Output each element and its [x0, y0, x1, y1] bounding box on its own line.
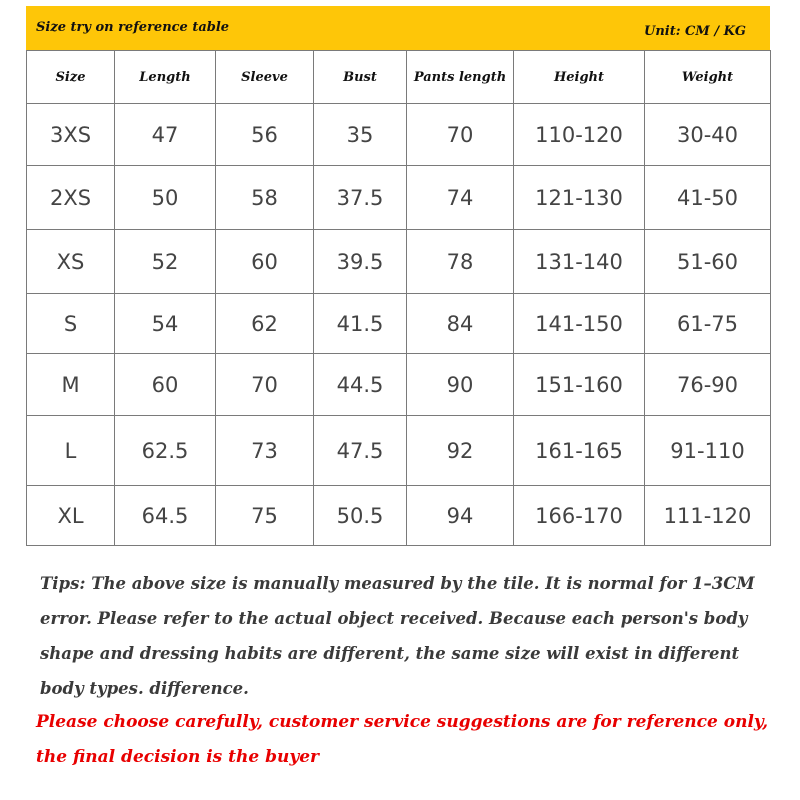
- column-header-height: Height: [514, 51, 645, 104]
- cell-size: S: [27, 294, 115, 354]
- column-header-bust: Bust: [314, 51, 407, 104]
- cell-height: 166-170: [514, 486, 645, 546]
- cell-pants-length: 78: [407, 230, 514, 294]
- cell-bust: 39.5: [314, 230, 407, 294]
- cell-size: 3XS: [27, 104, 115, 166]
- cell-length: 47: [115, 104, 216, 166]
- cell-sleeve: 60: [216, 230, 314, 294]
- cell-length: 54: [115, 294, 216, 354]
- cell-pants-length: 92: [407, 416, 514, 486]
- cell-sleeve: 56: [216, 104, 314, 166]
- cell-length: 50: [115, 166, 216, 230]
- table-title: Size try on reference table: [36, 20, 230, 35]
- cell-sleeve: 62: [216, 294, 314, 354]
- table-row: [27, 354, 771, 416]
- column-header-length: Length: [115, 51, 216, 104]
- cell-size: M: [27, 354, 115, 416]
- cell-height: 151-160: [514, 354, 645, 416]
- cell-bust: 41.5: [314, 294, 407, 354]
- column-header-pants-length: Pants length: [407, 51, 514, 104]
- cell-sleeve: 58: [216, 166, 314, 230]
- cell-sleeve: 73: [216, 416, 314, 486]
- cell-pants-length: 90: [407, 354, 514, 416]
- table-row: [27, 416, 771, 486]
- cell-bust: 37.5: [314, 166, 407, 230]
- cell-height: 131-140: [514, 230, 645, 294]
- tips-text: Tips: The above size is manually measured by the tile. It is normal for 1–3CM error. Please refer to the actual object received. Because each person's body shape and dressing habits are different, the same size will exist in different body types. difference.: [40, 574, 755, 698]
- table-row: [27, 486, 771, 546]
- cell-pants-length: 84: [407, 294, 514, 354]
- cell-weight: 61-75: [645, 294, 771, 354]
- cell-bust: 50.5: [314, 486, 407, 546]
- table-row: [27, 294, 771, 354]
- table-header-bar: [26, 6, 770, 50]
- cell-length: 62.5: [115, 416, 216, 486]
- cell-length: 64.5: [115, 486, 216, 546]
- column-header-weight: Weight: [645, 51, 771, 104]
- cell-bust: 47.5: [314, 416, 407, 486]
- column-header-size: Size: [27, 51, 115, 104]
- cell-weight: 30-40: [645, 104, 771, 166]
- column-header-row: [27, 51, 771, 104]
- cell-weight: 41-50: [645, 166, 771, 230]
- table-row: [27, 104, 771, 166]
- cell-bust: 35: [314, 104, 407, 166]
- column-header-sleeve: Sleeve: [216, 51, 314, 104]
- buyer-notice: Please choose carefully, customer service suggestions are for reference only, the final decision is the buyer: [36, 712, 769, 767]
- cell-weight: 51-60: [645, 230, 771, 294]
- table-row: [27, 166, 771, 230]
- cell-pants-length: 74: [407, 166, 514, 230]
- cell-pants-length: 70: [407, 104, 514, 166]
- cell-height: 110-120: [514, 104, 645, 166]
- unit-label: Unit: CM / KG: [644, 24, 746, 39]
- cell-height: 121-130: [514, 166, 645, 230]
- cell-weight: 91-110: [645, 416, 771, 486]
- cell-size: 2XS: [27, 166, 115, 230]
- cell-height: 141-150: [514, 294, 645, 354]
- cell-weight: 76-90: [645, 354, 771, 416]
- cell-bust: 44.5: [314, 354, 407, 416]
- cell-size: XL: [27, 486, 115, 546]
- cell-height: 161-165: [514, 416, 645, 486]
- table-row: [27, 230, 771, 294]
- cell-length: 52: [115, 230, 216, 294]
- cell-sleeve: 75: [216, 486, 314, 546]
- cell-size: XS: [27, 230, 115, 294]
- cell-length: 60: [115, 354, 216, 416]
- size-table: [26, 50, 771, 546]
- cell-sleeve: 70: [216, 354, 314, 416]
- cell-size: L: [27, 416, 115, 486]
- cell-pants-length: 94: [407, 486, 514, 546]
- cell-weight: 111-120: [645, 486, 771, 546]
